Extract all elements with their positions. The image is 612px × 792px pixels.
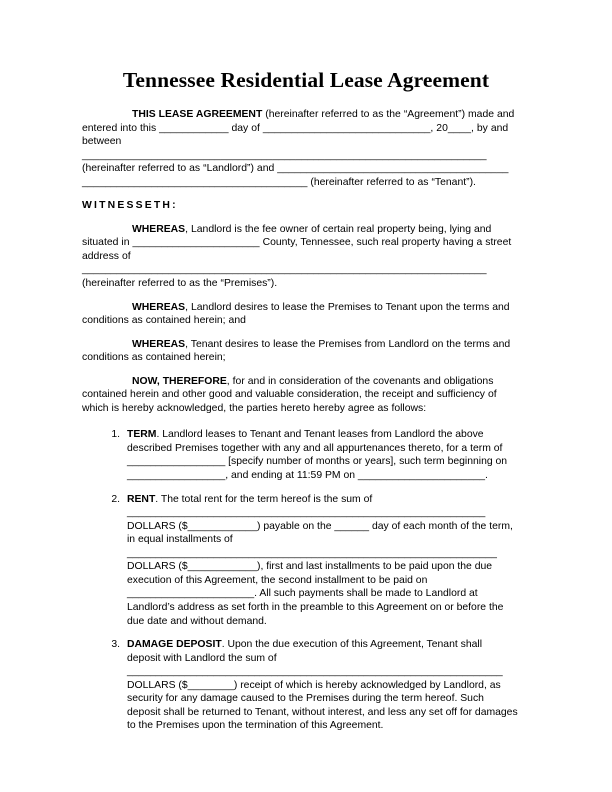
preamble-text: (hereinafter referred to as the “Agreement”) made and entered into this ____________ day of _____________________________, 20____, by and between ______________________________________________________________________ (hereinafter referred to as “Landlord”) and ________________________________________ _______________________________________ (hereinafter referred to as “Tenant”). [82, 109, 515, 188]
recital-text-3: , Tenant desires to lease the Premises from Landlord on the terms and conditions as contained herein; [82, 338, 511, 364]
clause-heading-2: RENT [127, 493, 156, 505]
clause-text-3: . Upon the due execution of this Agreement, Tenant shall deposit with Landlord the sum of _________________________________________________________________ DOLLARS ($________) receipt of which is hereby acknowledged by Landlord, as security for any damage caused to the Premises during the term hereof. Such deposit shall be returned to Tenant, without interest, and less any set off for damages to the Premises upon the termination of this Agreement. [127, 639, 518, 732]
recital-paragraph-3 [82, 338, 518, 365]
witnesseth-heading: WITNESSETH: [82, 200, 178, 212]
recital-lead-4: NOW, THEREFORE [132, 375, 227, 387]
recital-lead-1: WHEREAS [132, 223, 186, 235]
clause-heading-3: DAMAGE DEPOSIT [127, 639, 222, 651]
clause-list [82, 428, 518, 732]
recital-paragraph-4 [82, 375, 518, 416]
clause-item-damage-deposit [82, 638, 518, 733]
clause-item-term [82, 428, 518, 482]
preamble-lead: THIS LEASE AGREEMENT [132, 109, 263, 120]
recital-text-1: , Landlord is the fee owner of certain real property being, lying and situated in ______________________ County, Tennessee, such real property having a street address of ______________________________________________________________________ (hereinafter referred to as the “Premises”). [82, 223, 512, 290]
page-title: Tennessee Residential Lease Agreement [122, 68, 490, 92]
clause-body-1 [127, 428, 518, 482]
clause-number-1: 1. [111, 429, 120, 441]
recital-paragraph-1 [82, 223, 518, 291]
clause-body-3 [127, 638, 518, 733]
preamble-paragraph [82, 108, 518, 189]
clause-number-2: 2. [111, 493, 120, 505]
recital-lead-2: WHEREAS [132, 301, 186, 313]
clause-body-2 [127, 493, 518, 628]
recital-text-4: , for and in consideration of the covenants and obligations contained herein and other good and valuable consideration, the receipt and sufficiency of which is hereby acknowledged, the parties hereto hereby agree as follows: [82, 375, 497, 414]
recital-lead-3: WHEREAS [132, 338, 186, 350]
recital-text-2: , Landlord desires to lease the Premises to Tenant upon the terms and conditions as contained herein; and [82, 301, 510, 327]
clause-heading-1: TERM [127, 429, 157, 441]
clause-item-rent [82, 493, 518, 628]
recital-paragraph-2 [82, 301, 518, 328]
clause-number-3: 3. [111, 639, 120, 651]
clause-text-1: . Landlord leases to Tenant and Tenant leases from Landlord the above described Premises together with any and all appurtenances thereto, for a term of _________________ [specify number of months or years], such term beginning on _________________, and ending at 11:59 PM on ______________________. [127, 429, 508, 482]
clause-text-2: . The total rent for the term hereof is the sum of ______________________________________________________________ DOLLARS ($____________) payable on the ______ day of each month of the term, in equal installments of ________________________________________________________________ DOLLARS ($____________), first and last installments to be paid upon the due execution of this Agreement, the second installment to be paid on ______________________. All such payments shall be made to Landlord at Landlord’s address as set forth in the preamble to this Agreement on or before the due date and without demand. [127, 493, 513, 627]
document-body [82, 108, 518, 743]
